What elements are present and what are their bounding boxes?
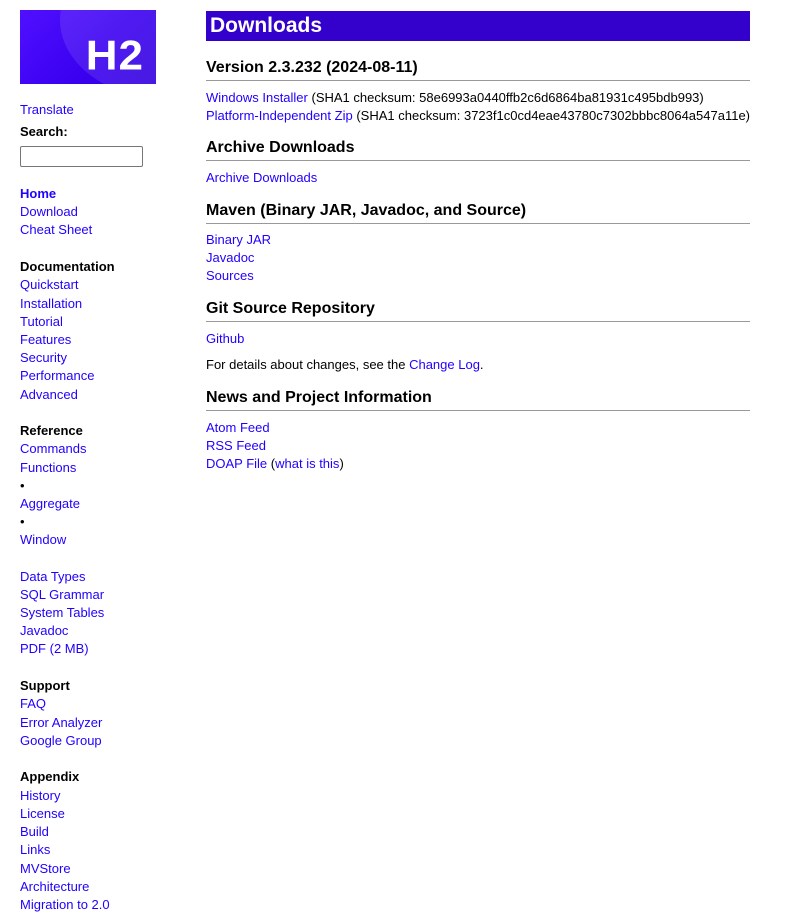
- sidebar-item-download[interactable]: Download: [20, 204, 78, 220]
- sidebar-nav: [20, 185, 170, 914]
- version-heading: Version 2.3.232 (2024-08-11): [206, 57, 750, 81]
- doap-file-link[interactable]: DOAP File: [206, 456, 268, 471]
- platform-zip-link[interactable]: Platform-Independent Zip: [206, 108, 353, 123]
- sidebar-section-appendix: Appendix: [20, 769, 80, 785]
- version-downloads: [206, 89, 750, 125]
- details-text: For details about changes, see the: [206, 357, 410, 372]
- git-block: [206, 330, 750, 374]
- doap-row: [206, 455, 750, 473]
- maven-block: [206, 231, 750, 285]
- sidebar-item-performance[interactable]: Performance: [20, 368, 95, 384]
- sidebar-item-sql-grammar[interactable]: SQL Grammar: [20, 586, 105, 602]
- sidebar-section-support: Support: [20, 678, 70, 694]
- sidebar-item-tutorial[interactable]: Tutorial: [20, 313, 63, 329]
- bullet: •: [20, 514, 25, 530]
- sidebar-item-window[interactable]: Window: [20, 532, 67, 548]
- sidebar-section-documentation: Documentation: [20, 259, 115, 275]
- sidebar-item-links[interactable]: Links: [20, 842, 51, 858]
- change-log-link[interactable]: Change Log: [409, 357, 480, 372]
- github-link[interactable]: Github: [206, 331, 245, 346]
- sidebar-item-cheat-sheet[interactable]: Cheat Sheet: [20, 222, 93, 238]
- sidebar-item-javadoc[interactable]: Javadoc: [20, 623, 69, 639]
- sidebar-item-pdf[interactable]: PDF (2 MB): [20, 641, 89, 657]
- spacer: [20, 550, 170, 568]
- sidebar-item-aggregate[interactable]: Aggregate: [20, 496, 80, 512]
- news-block: [206, 419, 750, 473]
- main-content: [206, 11, 750, 473]
- windows-installer-row: [206, 89, 750, 107]
- sidebar-item-architecture[interactable]: Architecture: [20, 878, 90, 894]
- sidebar-item-faq[interactable]: FAQ: [20, 696, 47, 712]
- doap-open-paren: (: [267, 456, 276, 471]
- sidebar-subitems: [20, 477, 170, 550]
- sidebar-item-system-tables[interactable]: System Tables: [20, 605, 105, 621]
- what-is-this-link[interactable]: what is this: [275, 456, 340, 471]
- logo-text: H2: [85, 32, 144, 79]
- maven-heading: Maven (Binary JAR, Javadoc, and Source): [206, 200, 750, 224]
- sidebar-item-quickstart[interactable]: Quickstart: [20, 277, 79, 293]
- zip-checksum: (SHA1 checksum: 3723f1c0cd4eae43780c7302bbbc8064a547a11e): [356, 108, 750, 123]
- sidebar-item-google-group[interactable]: Google Group: [20, 732, 102, 748]
- sidebar-item-error-analyzer[interactable]: Error Analyzer: [20, 714, 103, 730]
- git-heading: Git Source Repository: [206, 298, 750, 322]
- details-period: .: [479, 357, 484, 372]
- sidebar-item-security[interactable]: Security: [20, 350, 67, 366]
- javadoc-link[interactable]: Javadoc: [206, 250, 255, 265]
- atom-feed-link[interactable]: Atom Feed: [206, 420, 270, 435]
- translate-link[interactable]: Translate: [20, 102, 74, 117]
- binary-jar-link[interactable]: Binary JAR: [206, 232, 272, 247]
- sidebar-item-features[interactable]: Features: [20, 331, 72, 347]
- search-input[interactable]: [20, 146, 143, 167]
- sidebar-item-installation[interactable]: Installation: [20, 295, 83, 311]
- sidebar-item-commands[interactable]: Commands: [20, 441, 87, 457]
- sidebar-item-advanced[interactable]: Advanced: [20, 386, 78, 402]
- news-heading: News and Project Information: [206, 387, 750, 411]
- sidebar-item-build[interactable]: Build: [20, 824, 49, 840]
- sidebar-item-license[interactable]: License: [20, 805, 65, 821]
- archive-block: [206, 169, 750, 187]
- archive-heading: Archive Downloads: [206, 137, 750, 161]
- h2-logo[interactable]: [20, 10, 156, 84]
- windows-installer-link[interactable]: Windows Installer: [206, 90, 308, 105]
- search-label: Search:: [20, 124, 68, 139]
- zip-row: [206, 107, 750, 125]
- sidebar-item-migration[interactable]: Migration to 2.0: [20, 896, 110, 912]
- sources-link[interactable]: Sources: [206, 268, 254, 283]
- sidebar-item-mvstore[interactable]: MVStore: [20, 860, 71, 876]
- windows-checksum: (SHA1 checksum: 58e6993a0440ffb2c6d6864ba81931c495bdb993): [311, 90, 704, 105]
- sidebar: [20, 10, 170, 914]
- sidebar-section-reference: Reference: [20, 423, 83, 439]
- rss-feed-link[interactable]: RSS Feed: [206, 438, 266, 453]
- archive-downloads-link[interactable]: Archive Downloads: [206, 170, 318, 185]
- doap-close-paren: ): [339, 456, 344, 471]
- bullet: •: [20, 477, 25, 493]
- sidebar-item-home[interactable]: Home: [20, 186, 57, 201]
- sidebar-item-history[interactable]: History: [20, 787, 61, 803]
- sidebar-item-data-types[interactable]: Data Types: [20, 568, 86, 584]
- details-paragraph: [206, 356, 750, 374]
- page-title: Downloads: [206, 11, 750, 41]
- sidebar-item-functions[interactable]: Functions: [20, 459, 77, 475]
